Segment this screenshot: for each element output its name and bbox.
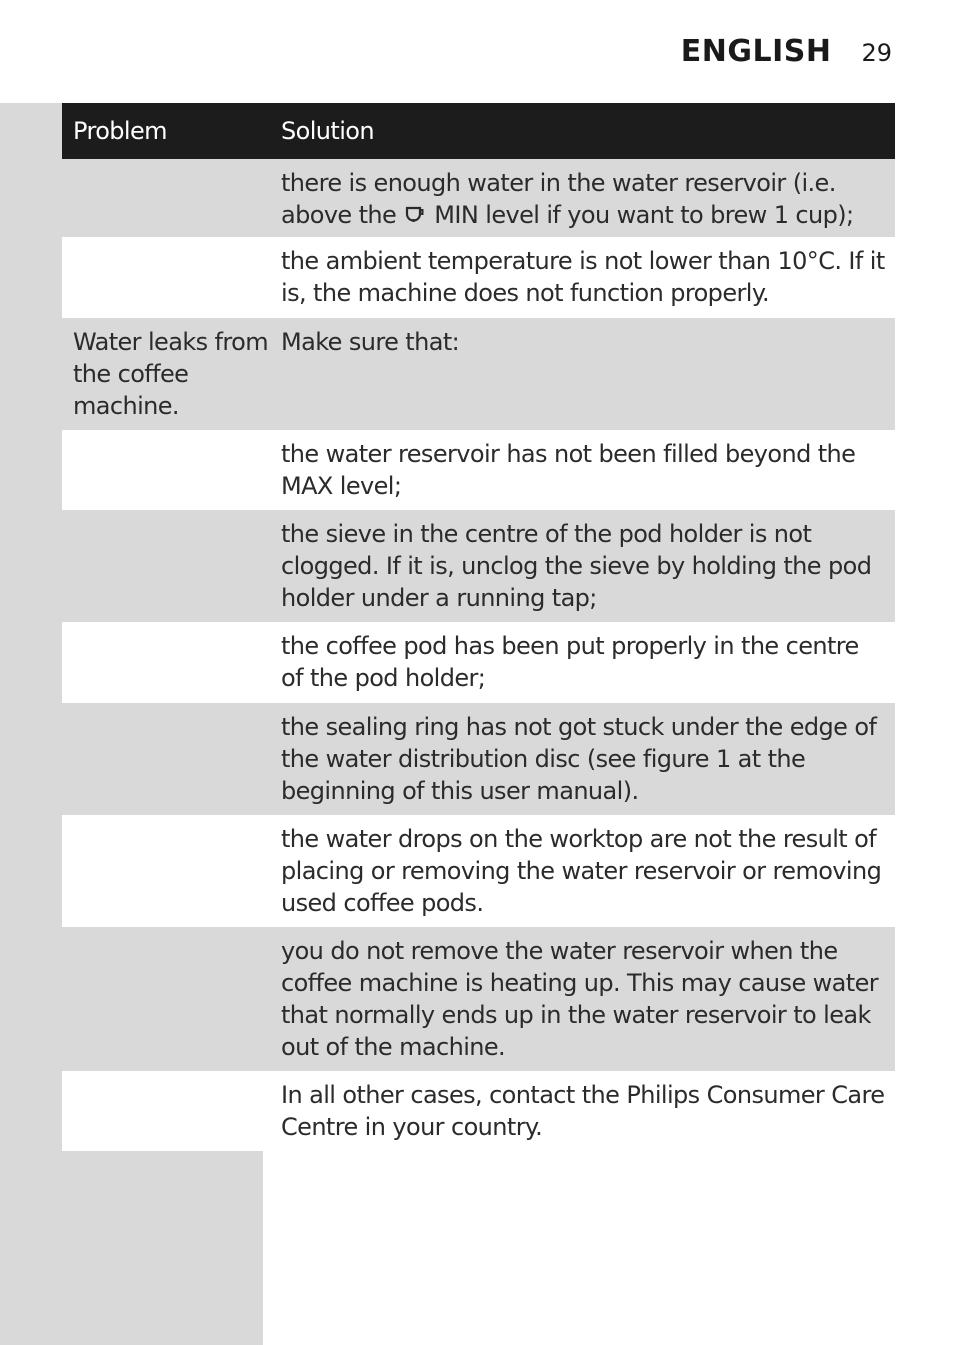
problem-cell [62,430,271,510]
table-row [62,318,895,430]
cup-icon [405,205,425,225]
problem-cell [62,622,271,703]
solution-cell: the water drops on the worktop are not the result of placing or removing the water reservoir or removing used coffee pods. [281,825,882,917]
solution-cell [271,159,895,237]
problem-cell [62,927,271,1071]
problem-cell [62,510,271,622]
troubleshooting-table [62,103,895,1151]
table-row [62,1071,895,1151]
column-header-problem: Problem [73,117,167,145]
table-row [62,510,895,622]
column-header-solution: Solution [281,117,374,145]
language-label: ENGLISH [680,34,832,69]
solution-cell: Make sure that: [281,328,460,356]
table-row [62,703,895,815]
table-row [62,927,895,1071]
table-row [62,237,895,318]
problem-cell [62,1071,271,1151]
problem-cell: Water leaks from the coffee machine. [73,328,268,420]
problem-cell [62,159,271,237]
table-row [62,159,895,237]
solution-cell: the coffee pod has been put properly in the centre of the pod holder; [281,632,859,692]
table-row [62,815,895,927]
table-row [62,430,895,510]
page-header [681,34,892,69]
problem-cell [62,815,271,927]
solution-cell: the ambient temperature is not lower than 10°C. If it is, the machine does not function properly. [281,247,885,307]
problem-cell [62,703,271,815]
table-row [62,622,895,703]
solution-cell: the water reservoir has not been filled beyond the MAX level; [281,440,856,500]
solution-cell: the sealing ring has not got stuck under the edge of the water distribution disc (see figure 1 at the beginning of this user manual). [281,713,877,805]
table-header-row [62,103,895,159]
solution-cell: In all other cases, contact the Philips Consumer Care Centre in your country. [281,1081,885,1141]
solution-cell: the sieve in the centre of the pod holder is not clogged. If it is, unclog the sieve by holding the pod holder under a running tap; [281,520,872,612]
problem-cell [62,237,271,318]
solution-text: MIN level if you want to brew 1 cup); [434,201,854,229]
solution-cell: you do not remove the water reservoir when the coffee machine is heating up. This may cause water that normally ends up in the water reservoir to leak out of the machine. [281,937,879,1061]
solution-text: there is enough water in the water reservoir (i.e. above the [281,169,836,229]
page-number: 29 [861,39,892,67]
